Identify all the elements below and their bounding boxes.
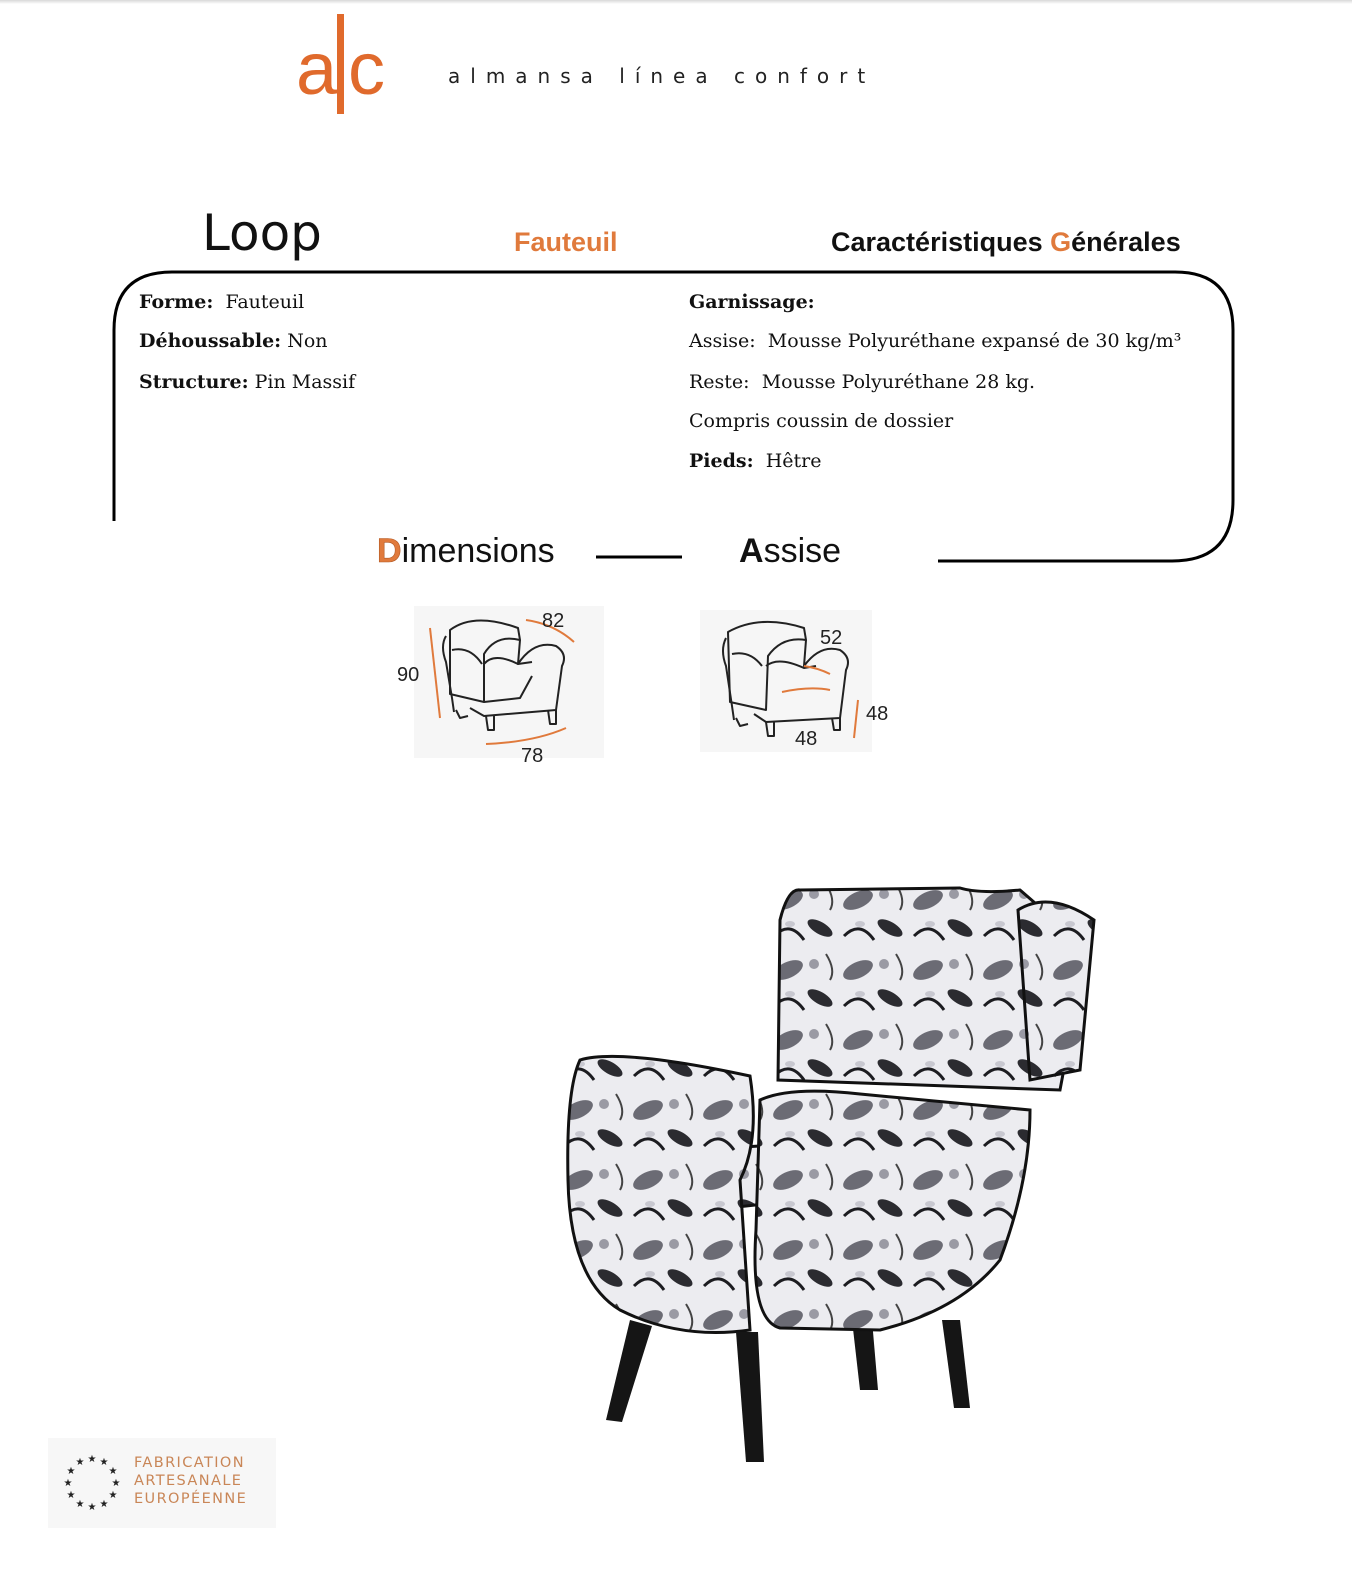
- dim-height-label: 90: [397, 664, 420, 686]
- svg-text:★: ★: [66, 1490, 76, 1501]
- svg-text:★: ★: [99, 1457, 109, 1468]
- svg-text:★: ★: [75, 1457, 85, 1468]
- dim-depth-label: 82: [542, 610, 565, 632]
- assise-depth-label: 52: [820, 627, 843, 649]
- armchair-seat-outline-icon: [700, 610, 872, 752]
- spec-pieds: Pieds: Hêtre: [689, 450, 822, 472]
- spec-dehoussable: Déhoussable: Non: [139, 330, 328, 352]
- spec-structure: Structure: Pin Massif: [139, 371, 356, 393]
- spec-garnissage: Garnissage:: [689, 291, 815, 313]
- brand-name: almansa línea confort: [448, 64, 876, 88]
- assise-height-label: 48: [866, 703, 889, 725]
- eu-fabrication-badge: [48, 1438, 276, 1528]
- dim-width-label: 78: [521, 745, 544, 767]
- armchair-outline-icon: [414, 606, 604, 758]
- spec-assise: Assise: Mousse Polyuréthane expansé de 30 kg/m³: [689, 330, 1182, 352]
- svg-text:★: ★: [99, 1499, 109, 1510]
- svg-text:★: ★: [63, 1478, 73, 1489]
- svg-text:★: ★: [87, 1454, 97, 1465]
- svg-text:c: c: [348, 27, 385, 110]
- badge-line-2: ARTESANALE: [134, 1473, 243, 1489]
- section-general-title: Caractéristiques Générales: [831, 227, 1181, 257]
- spec-forme: Forme: Fauteuil: [139, 291, 305, 313]
- dimensions-title: Dimensions: [377, 532, 555, 570]
- badge-line-1: FABRICATION: [134, 1455, 245, 1471]
- assise-width-label: 48: [795, 728, 818, 750]
- assise-title: Assise: [739, 532, 842, 570]
- product-name: Loop: [202, 204, 322, 262]
- spec-reste: Reste: Mousse Polyuréthane 28 kg.: [689, 371, 1036, 393]
- eu-stars-icon: [60, 1450, 124, 1514]
- product-type: Fauteuil: [514, 227, 618, 257]
- svg-text:★: ★: [87, 1502, 97, 1513]
- badge-line-3: EUROPÉENNE: [134, 1491, 248, 1507]
- svg-text:a: a: [296, 27, 336, 110]
- svg-text:★: ★: [66, 1466, 76, 1477]
- assise-diagram: [700, 610, 872, 752]
- svg-text:★: ★: [108, 1466, 118, 1477]
- svg-text:★: ★: [111, 1478, 121, 1489]
- spec-compris: Compris coussin de dossier: [689, 410, 954, 432]
- dimensions-diagram: [414, 606, 604, 758]
- svg-text:★: ★: [75, 1499, 85, 1510]
- svg-text:★: ★: [108, 1490, 118, 1501]
- armchair-photo: [560, 880, 1100, 1470]
